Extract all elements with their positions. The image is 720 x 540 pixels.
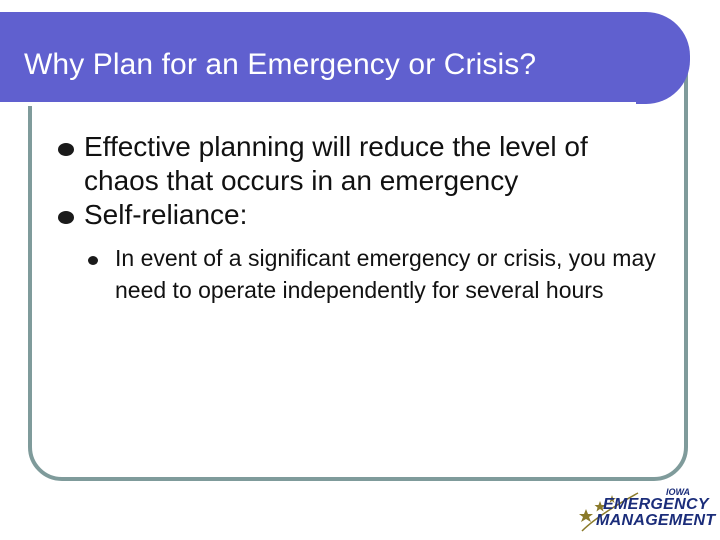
slide-body bbox=[58, 130, 668, 306]
bullet-item bbox=[58, 130, 668, 198]
bullet-text: Self-reliance: bbox=[84, 199, 248, 230]
title-banner bbox=[0, 12, 690, 104]
logo-management: MANAGEMENT bbox=[596, 512, 716, 529]
bullet-text: Effective planning will reduce the level of chaos that occurs in an emergency bbox=[84, 131, 588, 196]
bullet-dot-icon bbox=[58, 143, 74, 156]
sub-bullet-item bbox=[58, 242, 675, 306]
logo-iowa: IOWA bbox=[666, 487, 690, 497]
bullet-item bbox=[58, 198, 668, 232]
bullet-dot-icon bbox=[58, 211, 74, 224]
logo-emergency: EMERGENCY bbox=[603, 496, 709, 513]
star-icon bbox=[579, 509, 593, 522]
sub-bullet-text: In event of a significant emergency or crisis, you may need to operate independently for several hours bbox=[115, 245, 656, 303]
sub-bullet-dot-icon bbox=[88, 256, 98, 265]
slide-title: Why Plan for an Emergency or Crisis? bbox=[24, 48, 537, 81]
title-underline bbox=[0, 102, 636, 106]
